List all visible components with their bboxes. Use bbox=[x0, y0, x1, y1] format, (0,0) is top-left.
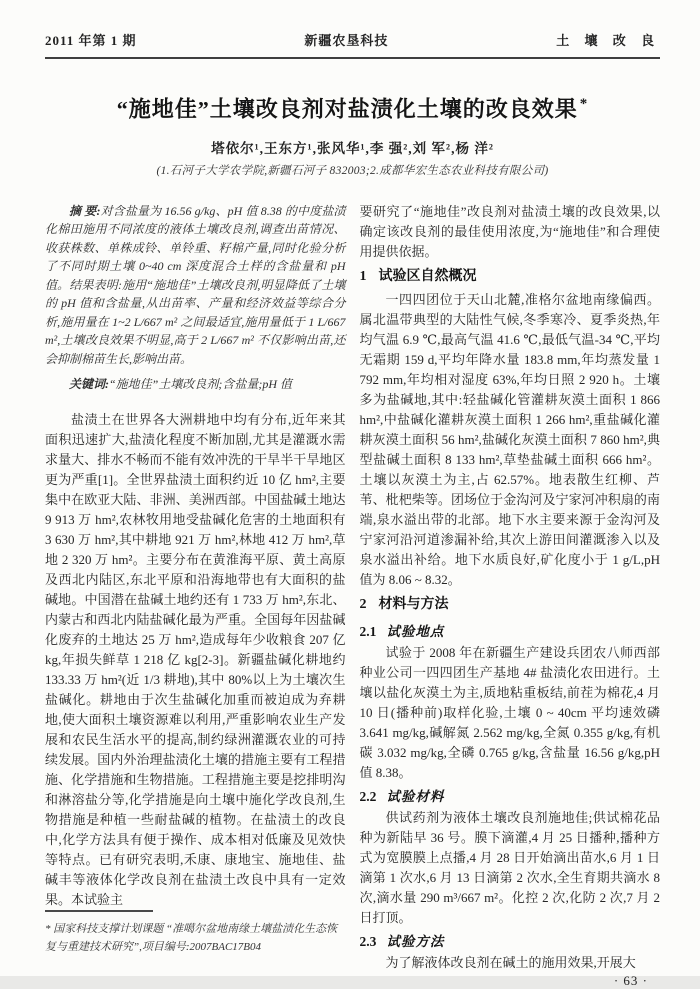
article-title-text: “施地佳”土壤改良剂对盐渍化土壤的改良效果 bbox=[116, 96, 578, 122]
section-2-title: 材料与方法 bbox=[378, 596, 449, 612]
page-number: · 63 · bbox=[613, 972, 648, 988]
abstract-text: 对含盐量为 16.56 g/kg、pH 值 8.38 的中度盐渍化棉田施用不同浓度的液体土壤改良剂,调查出苗情况、收获株数、单株成铃、单铃重、籽棉产量,同时化验分析了不同时期土壤 0~40 cm 深度混合土样的含盐量和 pH 值。结果表明:施用“施地佳”土壤改良剂,明显降低了土壤的 pH 值和含盐量,从出苗率、产量和经济效益等综合分析,施用量在 1~2 L/667 m² 之间最适宜,施用量低于 1 L/667 m²,土壤改良效果不明显,高于 2 L/667 m² 不仅影响出苗,还会抑制棉苗生长,影响出苗。 bbox=[45, 203, 346, 366]
right-column bbox=[359, 202, 661, 988]
subsection-2-3-title: 试验方法 bbox=[386, 933, 445, 949]
section-heading-1 bbox=[360, 267, 661, 287]
subsection-2-2-number: 2.2 bbox=[359, 788, 377, 804]
footnote-rule bbox=[45, 910, 153, 912]
footnote-block bbox=[45, 910, 346, 960]
affiliation-line: (1.石河子大学农学院,新疆石河子 832003;2.成都华宏生态农业科技有限公司) bbox=[156, 164, 549, 177]
issue-label: 2011 年第 1 期 bbox=[45, 33, 137, 48]
article-title bbox=[45, 95, 660, 123]
intro-paragraph-right: 要研究了“施地佳”改良剂对盐渍土壤的改良效果,以确定该改良剂的最佳使用浓度,为“施地佳”和合理使用提供依据。 bbox=[359, 203, 660, 259]
two-column-body bbox=[45, 202, 660, 988]
subsection-2-1-number: 2.1 bbox=[359, 623, 377, 639]
keywords-label: 关键词: bbox=[69, 377, 109, 392]
title-footnote-mark: * bbox=[579, 96, 589, 112]
intro-paragraph-left: 盐渍土在世界各大洲耕地中均有分布,近年来其面积迅速扩大,盐渍化程度不断加剧,尤其是灌溉水需求量大、排水不畅而不能有效冲洗的干旱半干旱地区更为严重[1]。全世界盐渍土面积约近 10 亿 hm²,主要集中在欧亚大陆、非洲、美洲西部。中国盐碱土地达 9 913 万 hm²,农林牧用地受盐碱化危害的土地面积有 3 630 万 hm²,其中耕地 921 万 hm²,林地 412 万 hm²,草地 2 320 万 hm²。主要分布在黄淮海平原、黄土高原及西北内陆区,东北平原和沿海地带也有大面积的盐碱地。中国潜在盐碱土地约还有 1 733 万 hm²,东北、内蒙古和西北内陆盐碱化最为严重。全国每年因盐碱化废弃的土地达 25 万 hm²,造成每年少收粮食 207 亿 kg,年损失鲜草 1 218 亿 kg[2-3]。新疆盐碱化耕地约 133.33 万 hm²(近 1/3 耕地),其中 80%以上为土壤次生盐碱化。耕地由于次生盐碱化加重而被迫成为弃耕地,使大面积土壤资源难以利用,严重影响农业生产发展和农民生活水平的提高,制约绿洲灌溉农业的可持续发展。国内外治理盐渍化土壤的措施主要有工程措施、化学措施和生物措施。工程措施主要是挖排明沟和淋溶盐分等,化学措施是向土壤中施化学改良剂,生物措施是种植一些耐盐碱的植物。在盐渍土的改良中,化学方法具有便于操作、成本相对低廉及见效快等特点。已有研究表明,禾康、康地宝、施地佳、盐碱丰等液体化学改良剂在盐渍土改良中具有一定效果。本试验主 bbox=[45, 411, 346, 907]
subsection-2-3-number: 2.3 bbox=[359, 933, 377, 949]
section-label: 土 壤 改 良 bbox=[556, 33, 660, 48]
section-2-number: 2 bbox=[359, 596, 367, 612]
subsection-heading-2-3 bbox=[360, 932, 661, 951]
left-column bbox=[45, 202, 346, 958]
subsection-2-2-title: 试验材料 bbox=[386, 788, 445, 804]
section-1-number: 1 bbox=[359, 268, 367, 284]
subsection-heading-2-2 bbox=[360, 787, 661, 806]
section-1-title: 试验区自然概况 bbox=[378, 268, 477, 284]
keywords-text: “施地佳”土壤改良剂;含盐量;pH 值 bbox=[109, 377, 293, 392]
subsection-2-2-paragraph: 供试药剂为液体土壤改良剂施地佳;供试棉花品种为新陆早 36 号。膜下滴灌,4 月 25 日播种,播种方式为宽膜膜上点播,4 月 28 日开始滴出苗水,6 月 1 日滴第 1 次水,6 月 13 日滴第 2 次水,全生育期共滴水 8 次,滴水量 290 m³/667 m²。化控 2 次,化防 2 次,7 月 2 日打顶。 bbox=[359, 809, 660, 925]
journal-name: 新疆农垦科技 bbox=[304, 33, 389, 48]
subsection-2-3-paragraph: 为了解液体改良剂在碱土的施用效果,开展大 bbox=[385, 954, 636, 970]
keywords bbox=[45, 375, 346, 394]
header-rule bbox=[45, 57, 660, 59]
subsection-heading-2-1 bbox=[360, 622, 661, 641]
subsection-2-1-paragraph: 试验于 2008 年在新疆生产建设兵团农八师西部种业公司一四四团生产基地 4# 盐渍化农田进行。土壤以盐化灰漠土为主,质地粘重板结,前茬为棉花,4 月 10 日(播种前)取样化验,土壤 0 ~ 40cm 平均速效磷 3.641 mg/kg,碱解氮 2.562 mg/kg,全氮 0.355 g/kg,有机碳 3.032 mg/kg,全磷 0.765 g/kg,含盐量 16.56 g/kg,pH 值 8.38。 bbox=[359, 644, 660, 780]
section-heading-2 bbox=[360, 595, 661, 615]
authors-line: 塔依尔¹,王东方¹,张风华¹,李 强²,刘 军²,杨 洋² bbox=[211, 140, 494, 156]
running-head bbox=[45, 30, 660, 49]
footnote-text: * 国家科技支撑计划课题 “准噶尔盆地南缘土壤盐渍化生态恢复与重建技术研究”,项目编号:2007BAC17B04 bbox=[45, 922, 338, 953]
abstract-label: 摘 要: bbox=[69, 203, 101, 218]
section-1-paragraph: 一四四团位于天山北麓,准格尔盆地南缘偏西。属北温带典型的大陆性气候,冬季寒冷、夏季炎热,年均气温 6.9 ℃,最高气温 41.6 ℃,最低气温-34 ℃,平均无霜期 159 d,平均年降水量 183.8 mm,年均蒸发量 1 792 mm,年均相对湿度 63%,年均日照 2 920 h。土壤多为盐碱地,其中:轻盐碱化管灌耕灰漠土面积 1 866 hm²,中盐碱化灌耕灰漠土面积 1 266 hm²,重盐碱化灌耕灰漠土面积 56 hm²,盐碱化灰漠土面积 7 860 hm²,典型盐碱土面积 8 133 hm²,草垫盐碱土面积 666 hm²。土壤以灰漠土为主,占 62.57%。地表散生红柳、芦苇、枇杷柴等。团场位于金沟河及宁家河冲积扇的南端,泉水溢出带的北部。地下水主要来源于金沟河及宁家河沿河道渗漏补给,其次上游田间灌溉渗入以及泉水溢出补给。地下水质良好,矿化度小于 1 g/L,pH 值为 8.06 ~ 8.32。 bbox=[359, 291, 660, 587]
subsection-2-1-title: 试验地点 bbox=[386, 623, 445, 639]
abstract bbox=[45, 202, 346, 369]
